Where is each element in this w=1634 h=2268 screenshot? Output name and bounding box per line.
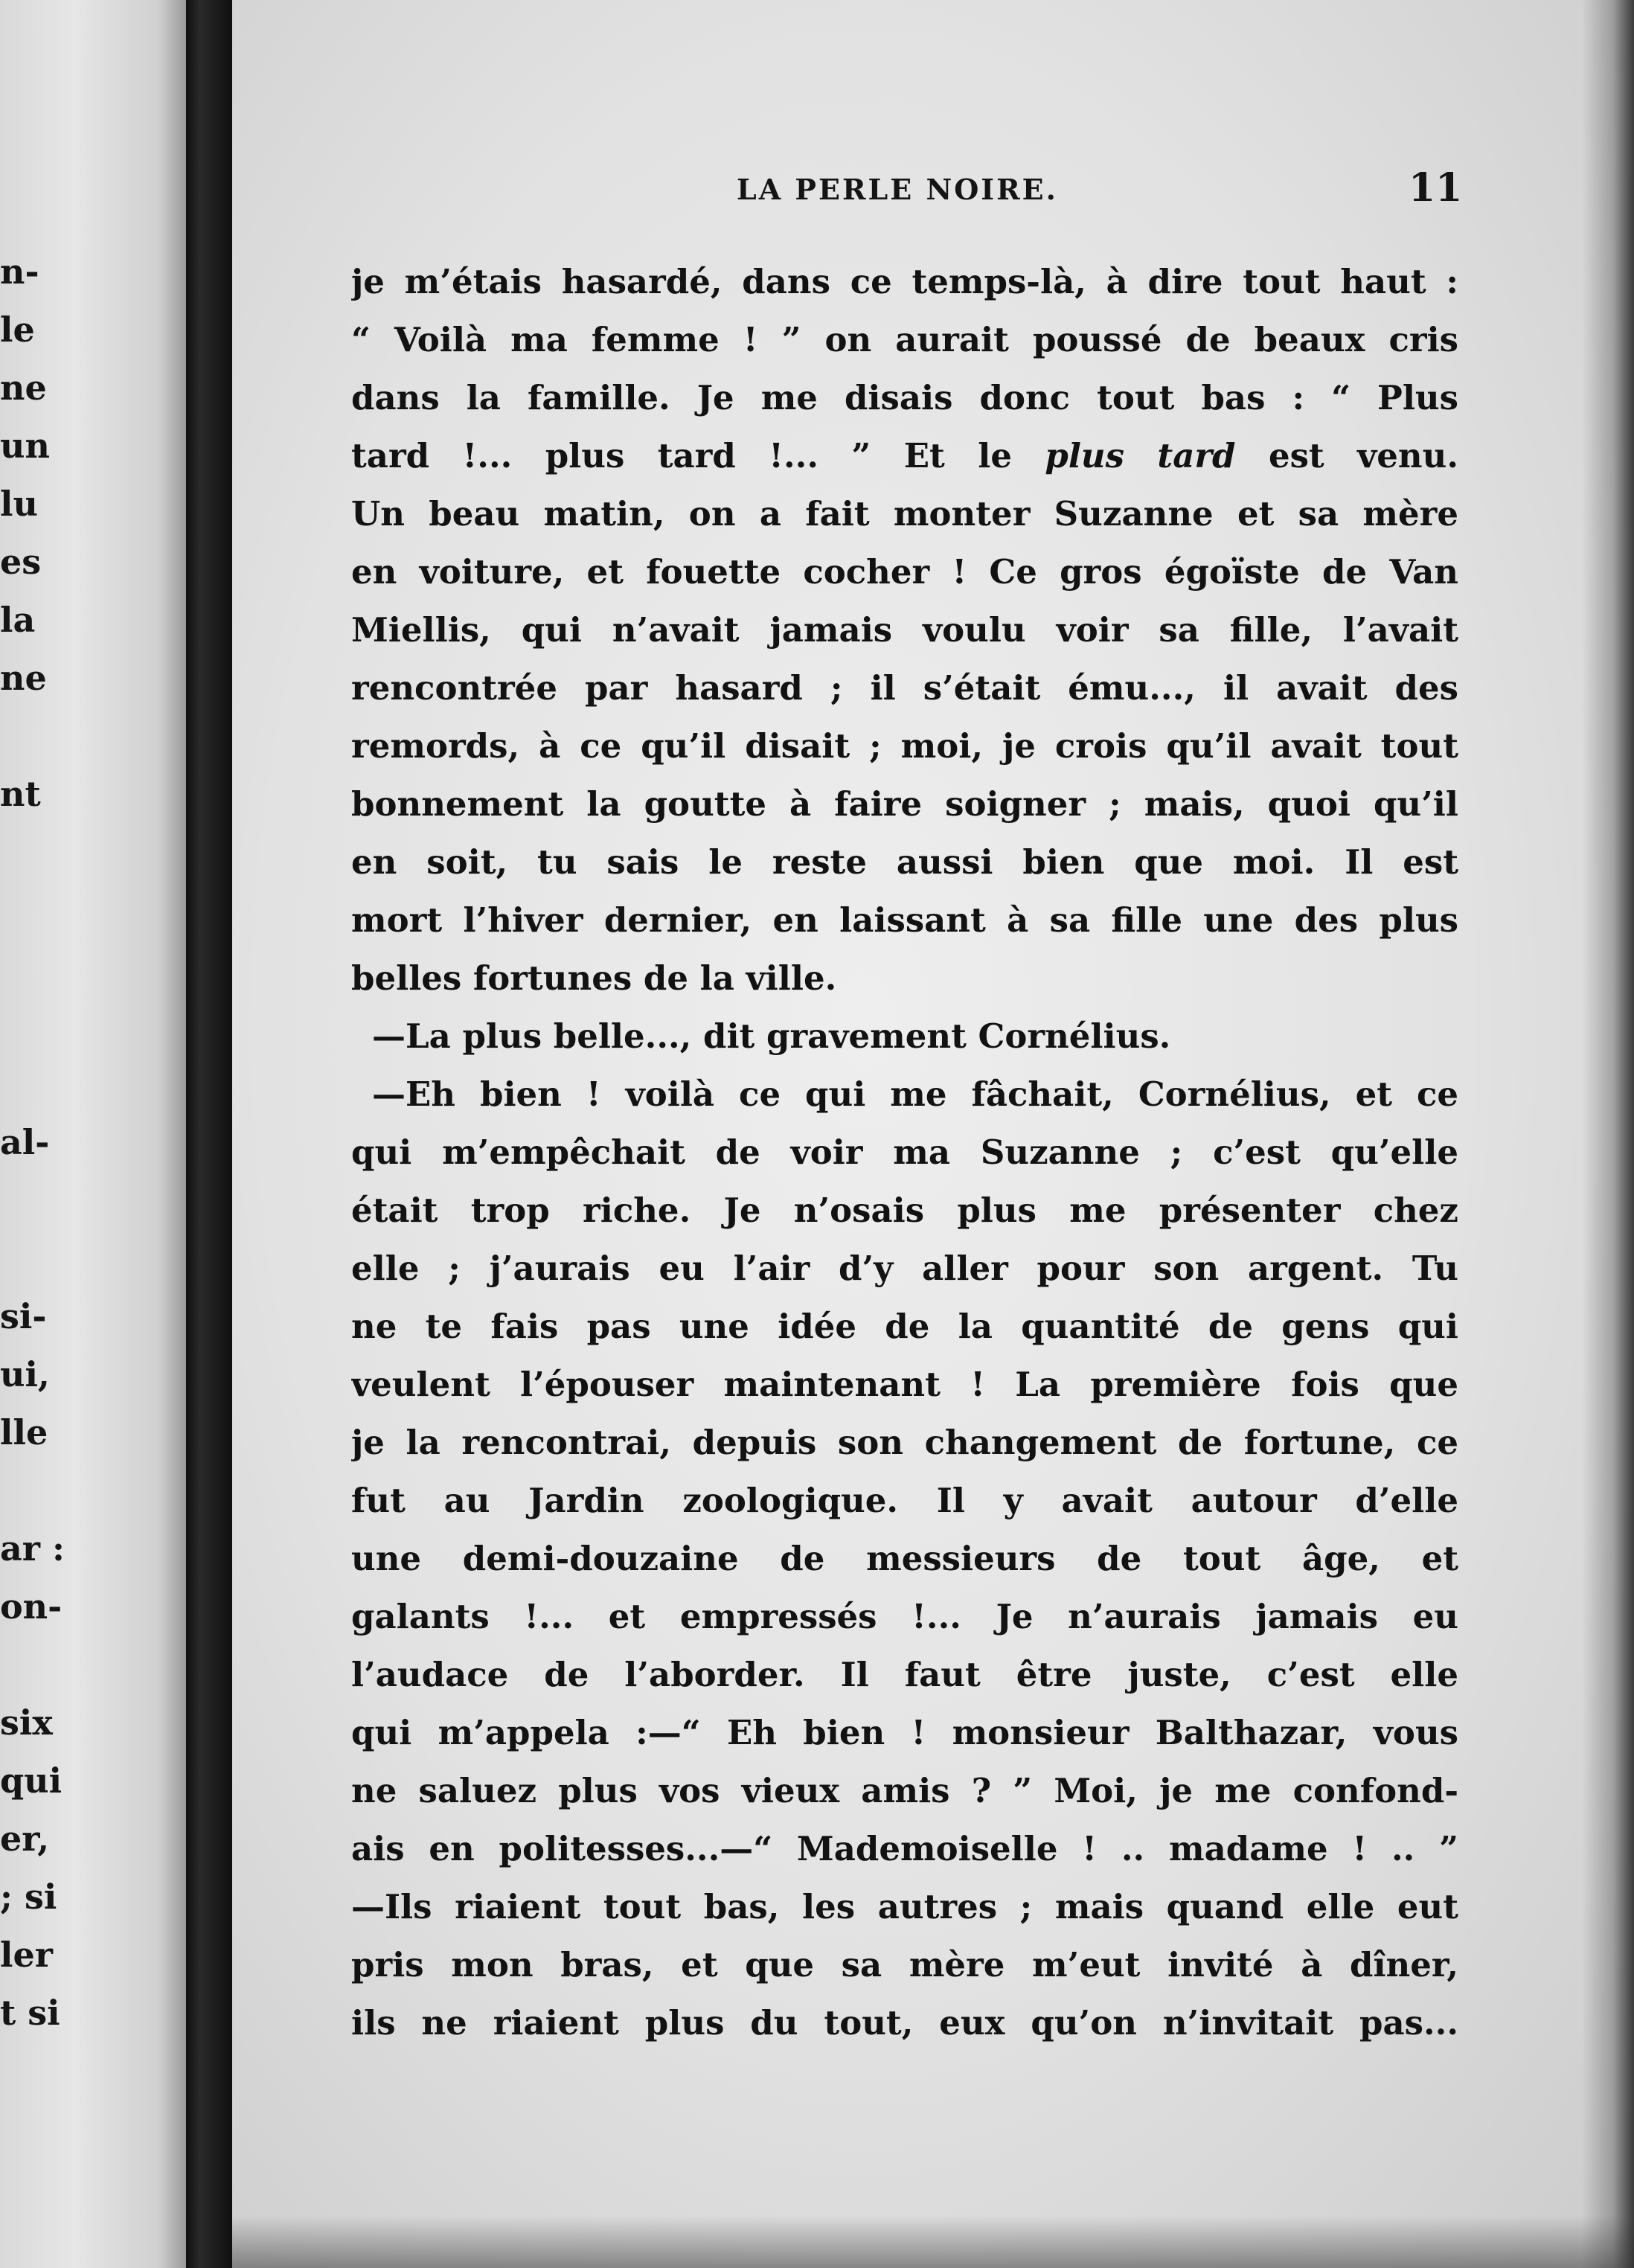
- facing-page-text: six: [0, 1702, 53, 1743]
- facing-page-text: lu: [0, 484, 38, 524]
- text-line-with-italic: [351, 427, 1458, 485]
- body-text: [351, 253, 1458, 2052]
- text-line: Miellis, qui n’avait jamais voulu voir sa fille, l’avait: [351, 610, 1458, 650]
- text-line: ils ne riaient plus du tout, eux qu’on n’invitait pas...: [351, 2003, 1458, 2043]
- text-segment: tard !... plus tard !... ” Et le: [351, 436, 1012, 475]
- facing-page-text: on-: [0, 1586, 63, 1627]
- facing-page-text: ne: [0, 658, 47, 698]
- text-line: veulent l’épouser maintenant ! La première fois que: [351, 1365, 1458, 1404]
- text-line: elle ; j’aurais eu l’air d’y aller pour son argent. Tu: [351, 1249, 1458, 1288]
- text-line: je la rencontrai, depuis son changement de fortune, ce: [351, 1423, 1458, 1462]
- text-line: —La plus belle..., dit gravement Cornélius.: [372, 1016, 1171, 1056]
- facing-page-text: si-: [0, 1296, 47, 1336]
- text-line: —Eh bien ! voilà ce qui me fâchait, Cornélius, et ce: [372, 1074, 1458, 1114]
- text-line: dans la famille. Je me disais donc tout bas : “ Plus: [351, 378, 1458, 417]
- facing-page-text: er,: [0, 1819, 50, 1859]
- facing-page-text: t si: [0, 1993, 60, 2033]
- text-line: —Ils riaient tout bas, les autres ; mais quand elle eut: [351, 1887, 1458, 1926]
- text-line: ais en politesses...—“ Mademoiselle ! .. madame ! .. ”: [351, 1829, 1458, 1868]
- facing-page-text: lle: [0, 1412, 48, 1452]
- facing-page-text: la: [0, 600, 36, 640]
- book-gutter: [186, 0, 232, 2268]
- text-line: bonnement la goutte à faire soigner ; mais, quoi qu’il: [351, 784, 1458, 824]
- facing-page-text: ne: [0, 368, 47, 408]
- text-segment: est venu.: [1268, 436, 1458, 475]
- facing-page-text: qui: [0, 1761, 63, 1801]
- page-bottom-shadow: [232, 2216, 1634, 2268]
- text-line: ne te fais pas une idée de la quantité de gens qui: [351, 1307, 1458, 1346]
- text-line: belles fortunes de la ville.: [351, 958, 837, 998]
- facing-page-text: es: [0, 542, 42, 582]
- facing-page-text: n-: [0, 252, 39, 292]
- text-line: une demi-douzaine de messieurs de tout âge, et: [351, 1539, 1458, 1578]
- text-line: ne saluez plus vos vieux amis ? ” Moi, je me confond-: [351, 1771, 1458, 1810]
- text-line: qui m’empêchait de voir ma Suzanne ; c’est qu’elle: [351, 1133, 1458, 1172]
- facing-page-text: ar :: [0, 1528, 65, 1569]
- text-line: rencontrée par hasard ; il s’était ému..., il avait des: [351, 668, 1458, 708]
- facing-page-text: ; si: [0, 1877, 57, 1917]
- italic-phrase: plus tard: [1045, 436, 1236, 475]
- facing-page-text: le: [0, 310, 35, 350]
- text-line: l’audace de l’aborder. Il faut être juste, c’est elle: [351, 1655, 1458, 1694]
- facing-page-text: al-: [0, 1122, 50, 1162]
- facing-page-text: un: [0, 426, 50, 466]
- text-line: mort l’hiver dernier, en laissant à sa fille une des plus: [351, 900, 1458, 940]
- page-edge-shadow: [1582, 0, 1634, 2268]
- text-line: pris mon bras, et que sa mère m’eut invité à dîner,: [351, 1945, 1458, 1984]
- text-line: qui m’appela :—“ Eh bien ! monsieur Balthazar, vous: [351, 1713, 1458, 1752]
- facing-page-text: ler: [0, 1935, 53, 1975]
- facing-page-fragment: [0, 0, 186, 2268]
- text-line: Un beau matin, on a fait monter Suzanne et sa mère: [351, 494, 1458, 534]
- facing-page-text: nt: [0, 774, 41, 814]
- facing-page-text: ui,: [0, 1354, 50, 1394]
- text-line: remords, à ce qu’il disait ; moi, je crois qu’il avait tout: [351, 726, 1458, 766]
- text-line: fut au Jardin zoologique. Il y avait autour d’elle: [351, 1481, 1458, 1520]
- text-line: “ Voilà ma femme ! ” on aurait poussé de beaux cris: [351, 320, 1458, 359]
- page-number: 11: [1409, 165, 1463, 211]
- text-line: je m’étais hasardé, dans ce temps-là, à dire tout haut :: [351, 262, 1458, 301]
- text-line: en voiture, et fouette cocher ! Ce gros égoïste de Van: [351, 552, 1458, 592]
- text-line: était trop riche. Je n’osais plus me présenter chez: [351, 1191, 1458, 1230]
- running-head: LA PERLE NOIRE.: [737, 173, 1058, 206]
- text-line: galants !... et empressés !... Je n’aurais jamais eu: [351, 1597, 1458, 1636]
- text-line: en soit, tu sais le reste aussi bien que moi. Il est: [351, 842, 1458, 882]
